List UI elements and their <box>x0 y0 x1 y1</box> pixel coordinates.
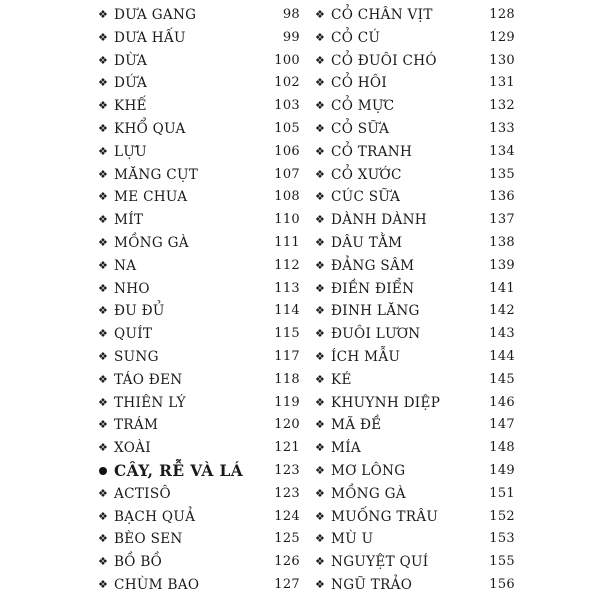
entry-label: CỎ CÚ <box>331 29 381 46</box>
toc-entry <box>315 72 515 95</box>
toc-entry <box>98 574 300 597</box>
entry-label: TRÁM <box>114 417 159 434</box>
diamond-bullet-icon: ❖ <box>98 167 109 181</box>
diamond-bullet-icon: ❖ <box>315 418 326 432</box>
diamond-bullet-icon: ❖ <box>315 167 326 181</box>
entry-label: KÉ <box>331 371 352 388</box>
entry-label: DỪA <box>114 52 148 69</box>
toc-entry <box>98 164 300 187</box>
page-number: 134 <box>489 143 515 159</box>
diamond-bullet-icon: ❖ <box>98 30 109 44</box>
page-number: 113 <box>274 280 300 296</box>
diamond-bullet-icon: ❖ <box>315 53 326 67</box>
diamond-bullet-icon: ❖ <box>315 235 326 249</box>
entry-label: SUNG <box>114 348 159 365</box>
page-number: 106 <box>274 143 300 159</box>
entry-label: QUÍT <box>114 326 153 343</box>
toc-entry <box>98 118 300 141</box>
diamond-bullet-icon: ❖ <box>315 555 326 569</box>
entry-label: LỰU <box>114 143 147 160</box>
page-number: 147 <box>489 417 515 433</box>
entry-label: CỎ MỰC <box>331 98 395 115</box>
page-number: 133 <box>489 120 515 136</box>
diamond-bullet-icon: ❖ <box>315 327 326 341</box>
diamond-bullet-icon: ❖ <box>315 144 326 158</box>
page-number: 102 <box>274 75 300 91</box>
diamond-bullet-icon: ❖ <box>315 304 326 318</box>
page-number: 99 <box>282 29 300 45</box>
page-number: 152 <box>489 508 515 524</box>
toc-entry <box>315 50 515 73</box>
toc-entry <box>315 255 515 278</box>
entry-label: XOÀI <box>114 440 151 457</box>
page-number: 132 <box>489 98 515 114</box>
toc-entry <box>98 95 300 118</box>
toc-section-heading <box>98 460 300 483</box>
entry-label: BÈO SEN <box>114 531 183 548</box>
toc-entry <box>98 551 300 574</box>
toc-entry <box>98 141 300 164</box>
toc-entry <box>315 300 515 323</box>
page-number: 128 <box>489 7 515 22</box>
entry-label: CỎ XƯỚC <box>331 166 402 183</box>
toc-entry <box>315 528 515 551</box>
page-number: 130 <box>489 52 515 68</box>
entry-label: CỎ CHÂN VỊT <box>331 7 433 23</box>
toc-entry <box>315 483 515 506</box>
diamond-bullet-icon: ❖ <box>98 395 109 409</box>
diamond-bullet-icon: ❖ <box>98 281 109 295</box>
toc-entry <box>98 209 300 232</box>
entry-label: ĐU ĐỦ <box>114 303 165 320</box>
toc-entry <box>315 460 515 483</box>
page-number: 121 <box>274 440 300 456</box>
toc-entry <box>98 300 300 323</box>
entry-label: ĐIỀN ĐIỂN <box>331 280 415 297</box>
diamond-bullet-icon: ❖ <box>315 121 326 135</box>
toc-entry <box>98 186 300 209</box>
entry-label: NGŨ TRẢO <box>331 576 413 593</box>
page-number: 136 <box>489 189 515 205</box>
page-number: 110 <box>274 212 300 228</box>
toc-entry <box>98 50 300 73</box>
page-number: 156 <box>489 576 515 592</box>
toc-entry <box>315 551 515 574</box>
page-number: 131 <box>489 75 515 91</box>
toc-entry <box>315 141 515 164</box>
toc-entry <box>98 506 300 529</box>
page-number: 100 <box>274 52 300 68</box>
diamond-bullet-icon: ❖ <box>98 327 109 341</box>
entry-label: MUỐNG TRÂU <box>331 508 439 525</box>
toc-entry <box>315 392 515 415</box>
diamond-bullet-icon: ❖ <box>315 190 326 204</box>
entry-label: DÂU TẰM <box>331 234 403 251</box>
entry-label: DÀNH DÀNH <box>331 212 427 229</box>
page-number: 153 <box>489 531 515 547</box>
entry-label: NHO <box>114 280 150 297</box>
diamond-bullet-icon: ❖ <box>315 395 326 409</box>
entry-label: NGUYỆT QUÍ <box>331 554 429 571</box>
diamond-bullet-icon: ❖ <box>98 213 109 227</box>
entry-label: BỒ BỒ <box>114 554 163 571</box>
diamond-bullet-icon: ❖ <box>98 577 109 591</box>
toc-right-column <box>315 4 515 597</box>
toc-left-column <box>98 4 300 597</box>
page-number: 112 <box>274 257 300 273</box>
section-title: CÂY, RỄ VÀ LÁ <box>114 461 244 480</box>
page-number: 108 <box>274 189 300 205</box>
entry-label: ME CHUA <box>114 189 188 206</box>
toc-entry <box>315 506 515 529</box>
page-number: 149 <box>489 462 515 478</box>
entry-label: CỎ SỮA <box>331 120 390 137</box>
page-number: 111 <box>274 234 300 250</box>
diamond-bullet-icon: ❖ <box>315 349 326 363</box>
entry-label: MĂNG CỤT <box>114 166 199 183</box>
entry-label: CỎ HÔI <box>331 75 388 92</box>
entry-label: MÍT <box>114 212 144 229</box>
entry-label: ĐẢNG SÂM <box>331 257 415 274</box>
page-number: 107 <box>274 166 300 182</box>
toc-entry <box>98 483 300 506</box>
diamond-bullet-icon: ❖ <box>98 190 109 204</box>
toc-entry <box>98 392 300 415</box>
diamond-bullet-icon: ❖ <box>315 8 326 21</box>
diamond-bullet-icon: ❖ <box>98 258 109 272</box>
page-number: 155 <box>489 554 515 570</box>
diamond-bullet-icon: ❖ <box>98 509 109 523</box>
page-number: 148 <box>489 440 515 456</box>
toc-entry <box>315 118 515 141</box>
section-dot-icon <box>98 460 114 483</box>
diamond-bullet-icon: ❖ <box>315 532 326 546</box>
page-number: 123 <box>274 462 300 478</box>
page-number: 145 <box>489 371 515 387</box>
entry-label: THIÊN LÝ <box>114 394 186 411</box>
page-number: 105 <box>274 120 300 136</box>
toc-entry <box>98 346 300 369</box>
toc-entry <box>315 186 515 209</box>
diamond-bullet-icon: ❖ <box>315 577 326 591</box>
page-number: 144 <box>489 348 515 364</box>
diamond-bullet-icon: ❖ <box>315 99 326 113</box>
page-number: 115 <box>274 326 300 342</box>
toc-entry <box>98 255 300 278</box>
diamond-bullet-icon: ❖ <box>315 258 326 272</box>
page-number: 123 <box>274 485 300 501</box>
toc-entry <box>315 323 515 346</box>
page-number: 98 <box>282 7 300 22</box>
entry-label: KHẾ <box>114 98 147 115</box>
entry-label: ÍCH MẪU <box>331 348 401 365</box>
diamond-bullet-icon: ❖ <box>315 486 326 500</box>
page-number: 125 <box>274 531 300 547</box>
diamond-bullet-icon: ❖ <box>98 8 109 21</box>
diamond-bullet-icon: ❖ <box>315 441 326 455</box>
toc-entry <box>98 323 300 346</box>
entry-label: CÚC SỮA <box>331 189 401 206</box>
entry-label: ĐINH LĂNG <box>331 303 420 320</box>
entry-label: DƯA HẤU <box>114 29 186 46</box>
page-number: 114 <box>274 303 300 319</box>
entry-label: DƯA GANG <box>114 7 197 23</box>
toc-entry <box>98 232 300 255</box>
entry-label: MÃ ĐỀ <box>331 417 382 434</box>
page-number: 103 <box>274 98 300 114</box>
page-number: 139 <box>489 257 515 273</box>
page-number: 142 <box>489 303 515 319</box>
page-number: 127 <box>274 576 300 592</box>
diamond-bullet-icon: ❖ <box>315 281 326 295</box>
entry-label: KHUYNH DIỆP <box>331 394 441 411</box>
entry-label: MƠ LÔNG <box>331 462 406 479</box>
toc-entry <box>315 164 515 187</box>
diamond-bullet-icon: ❖ <box>98 441 109 455</box>
page-number: 126 <box>274 554 300 570</box>
entry-label: CỎ TRANH <box>331 143 413 160</box>
page-number: 129 <box>489 29 515 45</box>
entry-label: DỨA <box>114 75 148 92</box>
page-number: 117 <box>274 348 300 364</box>
toc-entry <box>315 209 515 232</box>
diamond-bullet-icon: ❖ <box>98 99 109 113</box>
toc-entry <box>315 437 515 460</box>
diamond-bullet-icon: ❖ <box>98 144 109 158</box>
toc-entry <box>98 369 300 392</box>
page-number: 119 <box>274 394 300 410</box>
diamond-bullet-icon: ❖ <box>98 486 109 500</box>
diamond-bullet-icon: ❖ <box>98 304 109 318</box>
entry-label: BẠCH QUẢ <box>114 508 196 525</box>
entry-label: KHỔ QUA <box>114 120 186 137</box>
toc-entry <box>98 437 300 460</box>
page-number: 135 <box>489 166 515 182</box>
diamond-bullet-icon: ❖ <box>315 463 326 477</box>
diamond-bullet-icon: ❖ <box>98 76 109 90</box>
page-number: 124 <box>274 508 300 524</box>
toc-entry <box>315 278 515 301</box>
toc-entry <box>315 232 515 255</box>
entry-label: MỒNG GÀ <box>331 485 406 502</box>
page-number: 120 <box>274 417 300 433</box>
diamond-bullet-icon: ❖ <box>315 76 326 90</box>
diamond-bullet-icon: ❖ <box>315 213 326 227</box>
diamond-bullet-icon: ❖ <box>98 532 109 546</box>
diamond-bullet-icon: ❖ <box>98 235 109 249</box>
page-number: 137 <box>489 212 515 228</box>
entry-label: CHÙM BAO <box>114 576 200 593</box>
entry-label: NA <box>114 257 137 274</box>
toc-entry <box>98 528 300 551</box>
toc-entry <box>315 574 515 597</box>
toc-entry <box>315 346 515 369</box>
toc-entry <box>98 414 300 437</box>
toc-entry <box>315 95 515 118</box>
diamond-bullet-icon: ❖ <box>98 418 109 432</box>
toc-entry <box>98 72 300 95</box>
toc-entry <box>315 4 515 27</box>
diamond-bullet-icon: ❖ <box>98 349 109 363</box>
diamond-bullet-icon: ❖ <box>315 372 326 386</box>
entry-label: MỒNG GÀ <box>114 234 189 251</box>
diamond-bullet-icon: ❖ <box>315 509 326 523</box>
toc-entry <box>315 414 515 437</box>
page-number: 146 <box>489 394 515 410</box>
page-number: 141 <box>489 280 515 296</box>
page-number: 143 <box>489 326 515 342</box>
diamond-bullet-icon: ❖ <box>98 121 109 135</box>
page-number: 151 <box>489 485 515 501</box>
diamond-bullet-icon: ❖ <box>315 30 326 44</box>
entry-label: ACTISÔ <box>114 485 171 502</box>
toc-entry <box>315 369 515 392</box>
diamond-bullet-icon: ❖ <box>98 372 109 386</box>
entry-label: MÍA <box>331 440 362 457</box>
page-number: 138 <box>489 234 515 250</box>
entry-label: MÙ U <box>331 531 374 548</box>
toc-entry <box>98 4 300 27</box>
page-number: 118 <box>274 371 300 387</box>
diamond-bullet-icon: ❖ <box>98 555 109 569</box>
diamond-bullet-icon: ❖ <box>98 53 109 67</box>
entry-label: CỎ ĐUÔI CHÓ <box>331 52 437 69</box>
toc-entry <box>315 27 515 50</box>
entry-label: TÁO ĐEN <box>114 371 183 388</box>
entry-label: ĐUÔI LƯƠN <box>331 326 421 343</box>
toc-entry <box>98 27 300 50</box>
toc-entry <box>98 278 300 301</box>
